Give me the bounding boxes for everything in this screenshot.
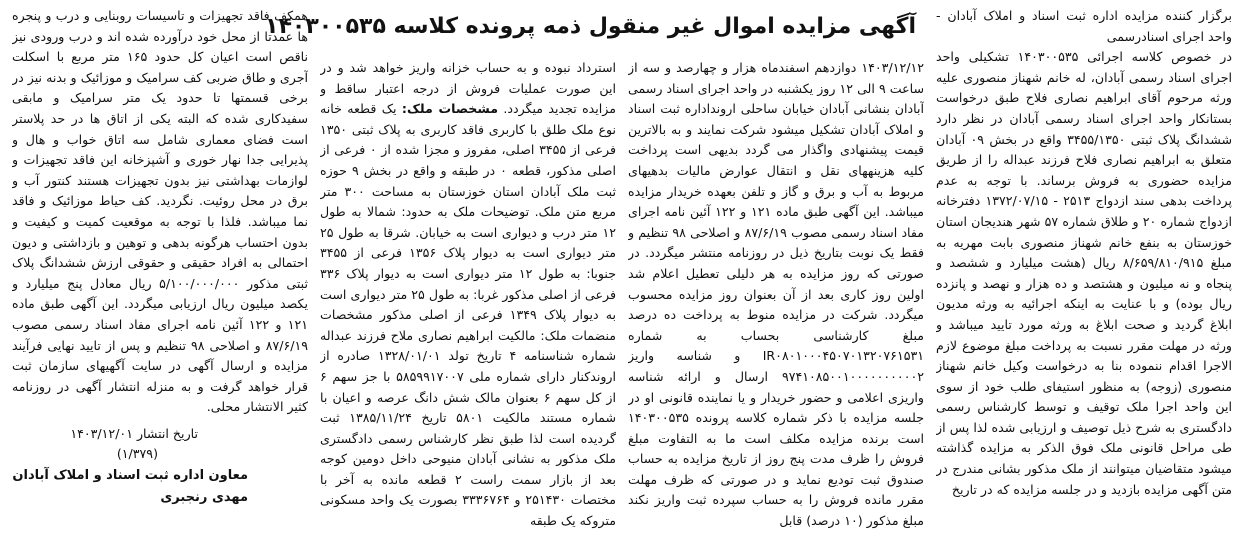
signer-title: معاون اداره ثبت اسناد و املاک آبادان <box>12 468 248 484</box>
signer-name: مهدی رنجبری <box>160 490 248 506</box>
column-3-body-before: استرداد نبوده و به حساب خزانه واریز خواهد شد و در این صورت عملیات فروش از درجه اعتبار ساقط و مزایده تجدید میگردد. <box>320 60 616 117</box>
column-4 <box>12 6 308 539</box>
column-3-body <box>320 58 616 532</box>
publish-date: تاریخ انتشار ۱۴۰۳/۱۲/۰۱ <box>70 425 198 441</box>
column-4-body: همکف فاقد تجهیزات و تاسیسات روبنایی و درب و پنجره ها عمدتا از محل خود درآورده شده اند و درب ورودی نیز ناقص است اعیان کل حدود ۱۶۵ متر مربع با اسکلت آجری و طاق ضربی کف سرامیک و موزائیک و بدنه نیز در برخی قسمتها تا حدود یک متر سرامیک و مابقی سفیدکاری شده که البته یکی از اتاق ها در حد پلاستر است فضای معماری شامل سه اتاق خواب و هال و پذیرایی جدا نهار خوری و آشپزخانه این فاقد تجهیزات و لوازمات بهداشتی نیز بدون تجهیزات هستند کنتور آب و برق در محل روئیت. نگردید. کف حیاط موزائیک و فاقد نما میباشد. فلذا با توجه به موقعیت کمیت و کیفیت و بدون احتساب هرگونه بدهی و توهین و بازداشتی و دیون احتمالی به افراد حقیقی و حقوقی ارزش ششدانگ پلاک ثبتی مذکور ۵/۱۰۰/۰۰۰/۰۰۰ ریال معادل پنج میلیارد و یکصد میلیون ریال ارزیابی میگردد. این آگهی طبق ماده ۱۲۱ و ۱۲۲ آئین نامه اجرای مفاد اسناد رسمی مصوب ۸۷/۶/۱۹ و اصلاحی ۹۸ تنظیم و پس از تایید نهایی فرآیند مزایده و ارسال آگهی در سایت آگهیهای سازمان ثبت قرار خواهد گرفت و به منزله انتشار آگهی در روزنامه کثیر الانتشار محلی. <box>12 8 308 415</box>
ad-headline: آگهی مزایده اموال غیر منقول ذمه پرونده کلاسه ۱۴۰۳۰۰۵۳۵ <box>265 14 916 39</box>
column-1-body: در خصوص کلاسه اجرائی ۱۴۰۳۰۰۵۳۵ تشکیلی واحد اجرای اسناد رسمی آبادان، له خانم شهناز منصوری علیه ورثه مرحوم آقای ابراهیم نصاری فلاح طبق درخواست بستانکار واحد اجرای اسناد رسمی آبادان در نظر دارد ششدانگ پلاک ثبتی ۳۴۵۵/۱۳۵۰ واقع در بخش ۰۹ آبادان متعلق به ابراهیم نصاری فلاح فرزند عبداله را از طریق مزایده حضوری به فروش برساند. با توجه به عدم پرداخت بدهی سند ازدواج ۲۵۱۳ - ۱۳۷۲/۰۷/۱۵ دفترخانه ازدواج شماره ۲۰ و طلاق شماره ۵۷ شهر هندیجان استان خوزستان به بنفع خانم شهناز منصوری بابت مهریه به مبلغ ۸/۶۵۹/۸۱۰/۹۱۵ ریال (هشت میلیارد و ششصد و پنجاه و نه میلیون و هشتصد و ده هزار و نهصد و پانزده ریال بوده) و با عنایت به اینکه اجرائیه به ورثه مدیون ابلاغ گردید و صحت ابلاغ به ورثه مورد تایید میباشد و ورثه در مهلت مقرر نسبت به پرداخت مبلغ موضوع لازم الاجرا اقدام ننموده بنا به درخواست وکیل خانم شهناز منصوری (زوجه) به منظور استیفای طلب خود از سوی این واحد اجرا ملک توقیف و توسط کارشناس رسمی دادگستری به شرح ذیل توصیف و ارزیابی شده لذا پس از طی مراحل قانونی ملک فوق الذکر به مزایده گذاشته میشود متقاضیان میتوانند از ملک مذکور بشانی مندرج در متن آگهی مزایده بازدید و در جلسه مزایده که در تاریخ <box>936 49 1232 497</box>
reference-number: (۱/۳۷۹) <box>116 446 158 462</box>
column-1 <box>936 6 1232 539</box>
property-specs-label: مشخصات ملک: <box>401 101 498 117</box>
column-2 <box>628 6 924 539</box>
organizer-line: برگزار کننده مزایده اداره ثبت اسناد و املاک آبادان - واحد اجرای اسنادرسمی <box>936 8 1232 44</box>
column-3-body-after: یک قطعه خانه نوع ملک طلق با کاربری فاقد کاربری به پلاک ثبتی ۱۳۵۰ فرعی از ۳۴۵۵ اصلی، مفروز و مجزا شده از ۰ فرعی از اصلی مذکور، قطعه ۰ در طبقه و واقع در بخش ۹ حوزه ثبت ملک آبادان استان خوزستان به مساحت ۳۰۰ متر مربع متن ملک. توضیحات ملک به حدود: شمالا به طول ۱۲ متر درب و دیواری است به خیابان. شرقا به طول ۲۵ متر دیواری است به دیوار پلاک ۱۳۵۶ فرعی از ۳۴۵۵ جنوبا: به طول ۱۲ متر دیواری است به دیوار پلاک ۳۳۶ فرعی از اصلی مذکور غربا: به طول ۲۵ متر دیواری است به دیوار پلاک ۱۳۴۹ فرعی از اصلی مذکور مشخصات منضمات ملک: مالکیت ابراهیم نصاری ملاح فرزند عبداله شماره شناسنامه ۴ تاریخ تولد ۱۳۲۸/۰۱/۰۱ صادره از اروندکنار دارای شماره ملی ۵۸۵۹۹۱۷۰۰۷ با جز سهم ۶ از کل سهم ۶ بعنوان مالک شش دانگ عرصه و اعیان با شماره مستند مالکیت ۵۸۰۱ تاریخ ۱۳۸۵/۱۱/۲۴ ثبت گردیده است لذا طبق نظر کارشناس رسمی دادگستری ملک مذکور به نشانی آبادان منیوحی داخل دومین کوجه بعد از بازار سمت راست ۲ قطعه مانده به آخر با مختصات ۲۵۱۴۳۰ و ۳۳۳۶۷۶۴ بصورت یک واحد مسکونی متروکه یک طبقه <box>320 101 616 529</box>
text-columns <box>8 6 1232 539</box>
signature-block <box>12 424 308 509</box>
column-3 <box>320 6 616 539</box>
column-2-body: ۱۴۰۳/۱۲/۱۲ دوازدهم اسفندماه هزار و چهارصد و سه از ساعت ۹ الی ۱۲ روز یکشنبه در واحد اجرای اسناد رسمی آبادان بنشانی آبادان خیابان ساحلی ارونداداره ثبت اسناد و املاک آبادان تشکیل میشود شرکت نمایند و به بالاترین قیمت پیشنهادی واگذار می گردد بدیهی است پرداخت کلیه هزینههای نقل و انتقال عوارض مالیات بدهیهای مربوط به آب و برق و گاز و تلفن بعهده خریدار مزایده میباشد. این آگهی طبق ماده ۱۲۱ و ۱۲۲ آئین نامه اجرای مفاد اسناد رسمی مصوب ۸۷/۶/۱۹ و اصلاحی ۹۸ تنظیم و فقط یک نوبت بتاریخ ذیل در روزنامه منتشر میگردد. در صورتی که روز مزایده به هر دلیلی تعطیل اعلام شد اولین روز کاری بعد از آن بعنوان روز مزایده محسوب میگردد. شرکت در مزایده منوط به پرداخت ده درصد مبلغ کارشناسی بحساب به شماره IR۰۸۰۱۰۰۰۴۵۰۷۰۱۳۲۰۷۶۱۵۳۱ و شناسه واریز ۹۷۴۱۰۸۵۰۰۱۰۰۰۰۰۰۰۰۰۰۲ ارسال و ارائه شناسه واریزی اعلامی و حضور خریدار و یا نماینده قانونی او در جلسه مزایده با ذکر شماره کلاسه پرونده ۱۴۰۳۰۰۵۳۵ است برنده مزایده مکلف است ما به التفاوت مبلغ فروش را ظرف مدت پنج روز از تاریخ مزایده به حساب صندوق ثبت تودیع نماید و در صورتی که ظرف مهلت مقرر مانده فروش را به حساب سپرده ثبت واریز نکند مبلغ مذکور (۱۰ درصد) قابل <box>628 60 924 529</box>
